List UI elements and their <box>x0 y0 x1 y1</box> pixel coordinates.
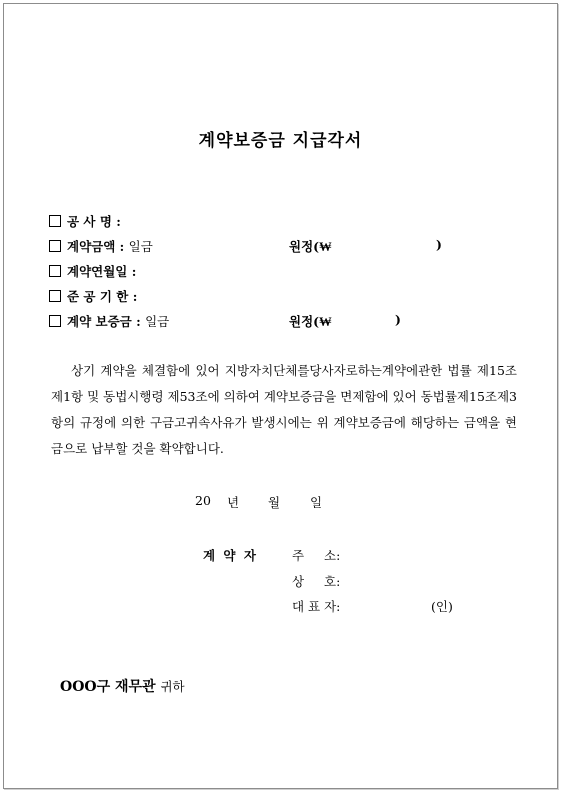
contractor-label: 계 약 자 <box>203 548 258 563</box>
field-value: 일금 <box>128 239 153 254</box>
field-row-contract-amount <box>49 237 153 255</box>
field-unit-contract-amount: 원정(₩ <box>289 239 332 254</box>
checkbox-icon <box>49 290 61 302</box>
date-year: 20 <box>195 493 211 508</box>
date-day-unit: 일 <box>310 495 323 510</box>
field-label: 계약금액 : <box>67 239 125 254</box>
field-label: 계약연월일 : <box>67 264 137 279</box>
addressee-suffix: 귀하 <box>160 679 185 694</box>
date-month-unit: 월 <box>268 495 281 510</box>
date-year-unit: 년 <box>227 495 240 510</box>
field-label: 공 사 명 : <box>67 214 121 229</box>
representative-label: 대 표 자: <box>292 599 341 614</box>
pledge-paragraph <box>51 358 517 462</box>
addressee-name: OOO구 재무관 <box>60 679 156 695</box>
field-row-contract-date <box>49 262 136 280</box>
field-row-project-name <box>49 212 121 230</box>
document-title: 계약보증금 지급각서 <box>198 131 363 151</box>
field-unit-contract-deposit: 원정(₩ <box>289 314 332 329</box>
field-label: 계약 보증금 : <box>67 314 141 329</box>
field-close-contract-deposit: ) <box>395 312 401 327</box>
field-label: 준 공 기 한 : <box>67 289 138 304</box>
checkbox-icon <box>49 265 61 277</box>
seal-mark: (인) <box>431 599 453 614</box>
pledge-text: 상기 계약을 체결함에 있어 지방자치단체를당사자로하는계약에관한 법률 제15조제1항 및 동법시행령 제53조에 의하여 계약보증금을 면제함에 있어 동법률제15조제3항의 규정에 의한 구금고귀속사유가 발생시에는 위 계약보증금에 해당하는 금액을 현금으로 납부할 것을 확약합니다. <box>51 363 517 456</box>
field-row-contract-deposit <box>49 312 169 330</box>
company-label: 상 호: <box>292 574 341 589</box>
checkbox-icon <box>49 240 61 252</box>
address-label: 주 소: <box>292 548 341 563</box>
field-row-completion-deadline <box>49 287 137 305</box>
checkbox-icon <box>49 315 61 327</box>
addressee <box>60 676 185 696</box>
field-close-contract-amount: ) <box>436 237 442 252</box>
field-value: 일금 <box>145 314 170 329</box>
checkbox-icon <box>49 215 61 227</box>
